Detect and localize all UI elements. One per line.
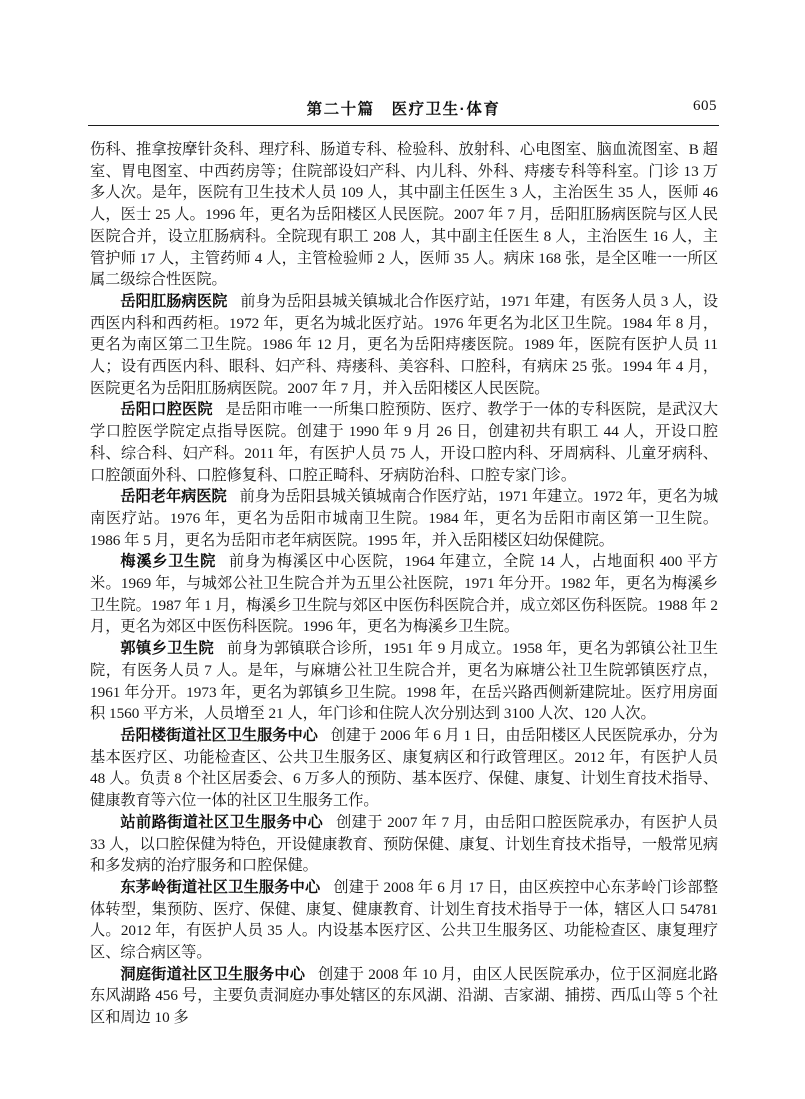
entry-body: 创建于 2008 年 10 月，由区人民医院承办，位于区洞庭北路东风湖路 456 号，主要负责洞庭办事处辖区的东风湖、沿湖、吉家湖、捕捞、西瓜山等 5 个社区和周边 10 多: [90, 965, 719, 1027]
entry-heading: 岳阳口腔医院: [120, 401, 213, 419]
entry-body: 创建于 2007 年 7 月，由岳阳口腔医院承办，有医护人员 33 人，以口腔保健为特色，开设健康教育、预防保健、康复、计划生育技术指导，一般常见病和多发病的治疗服务和口腔保健。: [90, 813, 719, 875]
entry-body: 前身为梅溪区中心医院，1964 年建立，全院 14 人，占地面积 400 平方米。1969 年，与城郊公社卫生院合并为五里公社医院，1971 年分开。1982 年，更名为梅溪乡卫生院。1987 年 1 月，梅溪乡卫生院与郊区中医伤科医院合并，成立郊区伤科医院。1988 年 2 月，更名为郊区中医伤科医院。1996 年，更名为梅溪乡卫生院。: [90, 553, 719, 636]
running-header: [88, 97, 719, 121]
entry-body: 创建于 2006 年 6 月 1 日，由岳阳楼区人民医院承办，分为基本医疗区、功能检查区、公共卫生服务区、康复病区和行政管理区。2012 年，有医护人员 48 人。负责 8 个社区居委会、6 万多人的预防、基本医疗、保健、康复、计划生育技术指导、健康教育等六位一体的社区卫生服务工作。: [90, 726, 719, 810]
entry-heading: 岳阳楼街道社区卫生服务中心: [120, 726, 318, 744]
page-number: 605: [693, 98, 717, 114]
entry-body: 创建于 2008 年 6 月 17 日，由区疾控中心东茅岭门诊部整体转型，集预防、医疗、保健、康复、健康教育、计划生育技术指导于一体，辖区人口 54781 人。2012 年，有医护人员 35 人。内设基本医疗区、公共卫生服务区、功能检查区、康复理疗区、综合病区等。: [90, 878, 719, 962]
entry-body: 是岳阳市唯一一所集口腔预防、医疗、教学于一体的专科医院，是武汉大学口腔医学院定点指导医院。创建于 1990 年 9 月 26 日，创建初共有职工 44 人，开设口腔科、综合科、妇产科。2011 年，有医护人员 75 人，开设口腔内科、牙周病科、儿童牙病科、口腔颌面外科、口腔修复科、口腔正畸科、牙病防治科、口腔专家门诊。: [90, 401, 719, 484]
paragraph-text: 伤科、推拿按摩针灸科、理疗科、肠道专科、检验科、放射科、心电图室、脑血流图室、B 超室、胃电图室、中西药房等；住院部设妇产科、内儿科、外科、痔瘘专科等科室。门诊 13 万多人次。是年，医院有卫生技术人员 109 人，其中副主任医生 3 人，主治医生 35 人，医师 46 人，医士 25 人。1996 年，更名为岳阳楼区人民医院。2007 年 7 月，岳阳肛肠病医院与区人民医院合并，设立肛肠病科。全院现有职工 208 人，其中副主任医生 8 人，主治医生 16 人，主管护师 17 人，主管药师 4 人，主管检验师 2 人，医师 35 人。病床 168 张，是全区唯一一所区属二级综合性医院。: [90, 141, 718, 289]
entry-dongting-community-health-center: [90, 964, 718, 1029]
paragraph-continuation: [90, 139, 718, 291]
entry-yueyang-gangchang-hospital: [90, 291, 718, 400]
entry-meixi-township-clinic: [90, 551, 718, 638]
entry-guozhen-township-clinic: [90, 638, 718, 725]
entry-heading: 郭镇乡卫生院: [120, 640, 215, 658]
header-rule: [88, 125, 719, 126]
entry-heading: 洞庭街道社区卫生服务中心: [120, 965, 306, 983]
page-body: [90, 139, 718, 1029]
chapter-title: 第二十篇 医疗卫生·体育: [306, 101, 501, 118]
entry-yueyanglou-community-health-center: [90, 725, 718, 812]
entry-dongmaoling-community-health-center: [90, 877, 718, 964]
entry-zhanqianlu-community-health-center: [90, 812, 718, 877]
entry-body: 前身为岳阳县城关镇城南合作医疗站，1971 年建立。1972 年，更名为城南医疗站。1976 年，更名为岳阳市城南卫生院。1984 年，更名为岳阳市南区第一卫生院。1986 年 5 月，更名为岳阳市老年病医院。1995 年，并入岳阳楼区妇幼保健院。: [90, 488, 719, 549]
entry-heading: 站前路街道社区卫生服务中心: [120, 813, 324, 831]
entry-yueyang-geriatric-hospital: [90, 486, 718, 551]
entry-body: 前身为岳阳县城关镇城北合作医疗站，1971 年建，有医务人员 3 人，设西医内科和西药柜。1972 年，更名为城北医疗站。1976 年更名为北区卫生院。1984 年 8 月，更名为南区第二卫生院。1986 年 12 月，更名为岳阳痔瘘医院。1989 年，医院有医护人员 11 人；设有西医内科、眼科、妇产科、痔瘘科、美容科、口腔科，有病床 25 张。1994 年 4 月，医院更名为岳阳肛肠病医院。2007 年 7 月，并入岳阳楼区人民医院。: [90, 292, 719, 397]
entry-heading: 岳阳老年病医院: [120, 488, 227, 506]
entry-body: 前身为郭镇联合诊所，1951 年 9 月成立。1958 年，更名为郭镇公社卫生院，有医务人员 7 人。是年，与麻塘公社卫生院合并，更名为麻塘公社卫生院郭镇医疗点，1961 年分开。1973 年，更名为郭镇乡卫生院。1998 年，在岳兴路西侧新建院址。医疗用房面积 1560 平方米，人员增至 21 人，年门诊和住院人次分别达到 3100 人次、120 人次。: [90, 640, 719, 723]
entry-heading: 岳阳肛肠病医院: [120, 292, 228, 310]
entry-yueyang-stomatology-hospital: [90, 399, 718, 486]
entry-heading: 梅溪乡卫生院: [120, 553, 217, 571]
entry-heading: 东茅岭街道社区卫生服务中心: [120, 878, 321, 896]
